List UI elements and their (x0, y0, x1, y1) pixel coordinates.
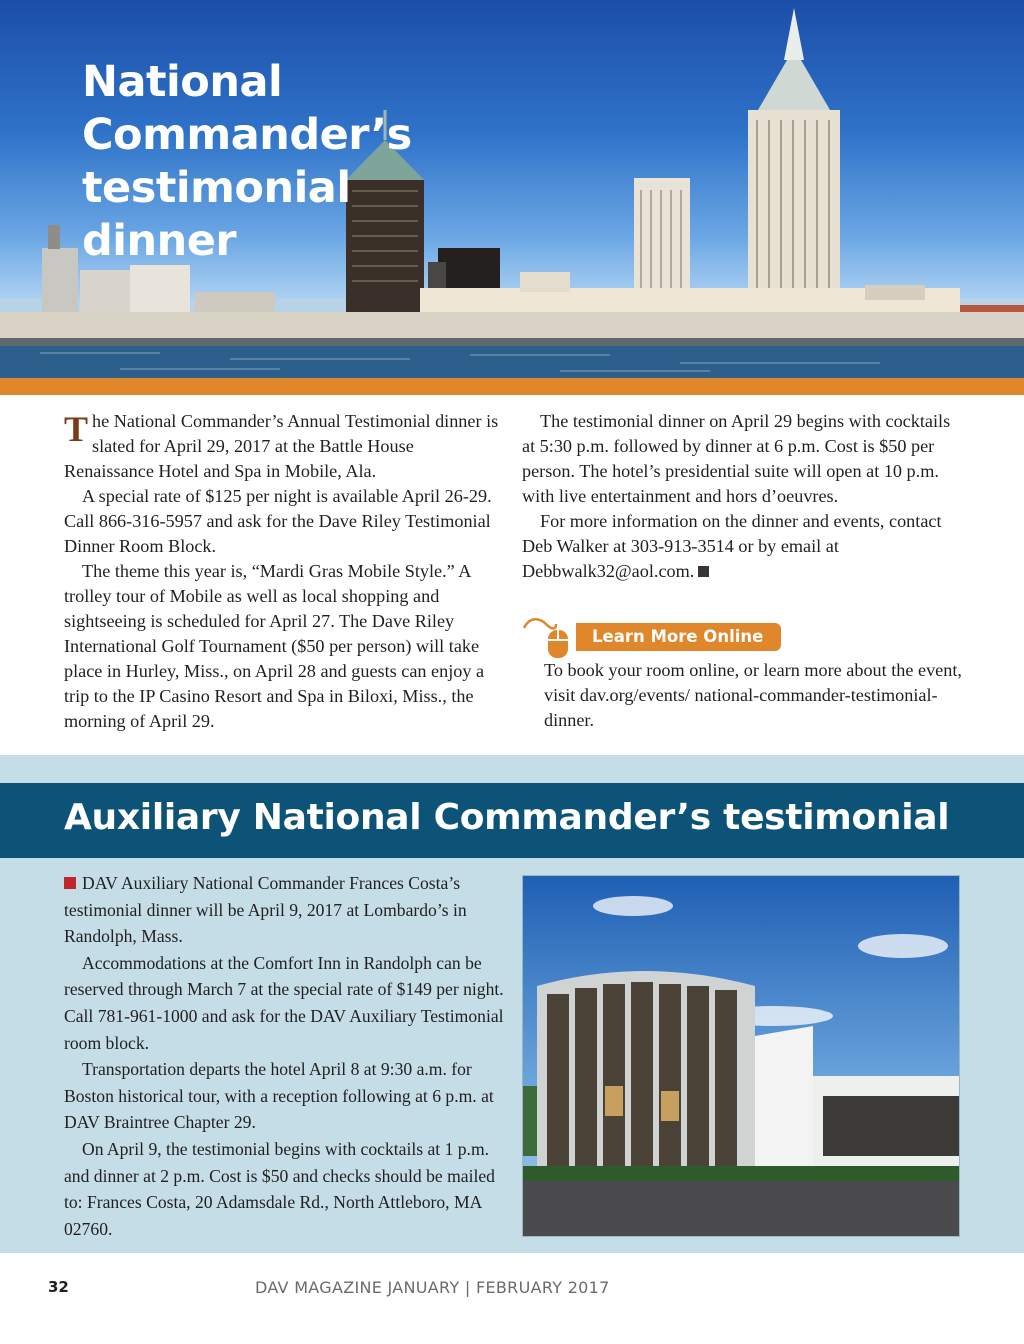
article-paragraph: For more information on the dinner and events, contact Deb Walker at 303-913-3514 or by email at Debbwalk32@aol.com. (522, 511, 942, 581)
page-title: National Commander’s testimonial dinner (82, 57, 412, 266)
restaurant-building-photo (522, 875, 960, 1237)
article-column-right (522, 409, 962, 584)
accent-band (0, 378, 1024, 395)
auxiliary-paragraph: DAV Auxiliary National Commander Frances Costa’s testimonial dinner will be April 9, 2017 at Lombardo’s in Randolph, Mass. (64, 873, 467, 947)
article-paragraph: The testimonial dinner on April 29 begins with cocktails at 5:30 p.m. followed by dinner at 6 p.m. Cost is $50 per person. The hotel’s presidential suite will open at 10 p.m. with live entertainment and hors d’oeuvres. (522, 411, 951, 506)
drop-cap: T (64, 409, 89, 449)
article-paragraph: The National Commander’s Annual Testimonial dinner is slated for April 29, 2017 at the Battle House Renaissance Hotel and Spa in Mobile, Ala. (64, 409, 499, 481)
auxiliary-paragraph: On April 9, the testimonial begins with cocktails at 1 p.m. and dinner at 2 p.m. Cost is $50 and checks should be mailed to: Frances Costa, 20 Adamsdale Rd., North Attleboro, MA 02760. (64, 1138, 495, 1239)
learn-more-text: To book your room online, or learn more about the event, visit dav.org/events/ national-commander-testimonial-dinner. (544, 660, 962, 730)
building-illustration (523, 876, 960, 1237)
hero-skyline-image (0, 0, 1024, 380)
auxiliary-paragraph: Accommodations at the Comfort Inn in Randolph can be reserved through March 7 at the special rate of $149 per night. Call 781-961-1000 and ask for the DAV Auxiliary Testimonial room block. (64, 952, 504, 1053)
learn-more-online[interactable] (522, 614, 772, 658)
magazine-footer: DAV MAGAZINE JANUARY | FEBRUARY 2017 (255, 1278, 610, 1297)
end-mark-icon (698, 566, 709, 577)
bullet-square-icon (64, 877, 76, 889)
article-paragraph: A special rate of $125 per night is available April 26-29. Call 866-316-5957 and ask for the Dave Riley Testimonial Dinner Room Block. (64, 486, 492, 556)
auxiliary-paragraph: Transportation departs the hotel April 8 at 9:30 a.m. for Boston historical tour, with a reception following at 6 p.m. at DAV Braintree Chapter 29. (64, 1059, 494, 1133)
learn-more-button[interactable]: Learn More Online (576, 623, 781, 651)
page-number: 32 (48, 1278, 69, 1296)
mouse-icon (522, 614, 572, 658)
auxiliary-title: Auxiliary National Commander’s testimonial (64, 797, 950, 838)
article-column-left (64, 409, 502, 734)
auxiliary-column (64, 870, 508, 1242)
article-paragraph: The theme this year is, “Mardi Gras Mobile Style.” A trolley tour of Mobile as well as local shopping and sightseeing is scheduled for April 27. The Dave Riley International Golf Tournament ($50 per person) will take place in Hurley, Miss., on April 28 and guests can enjoy a trip to the IP Casino Resort and Spa in Biloxi, Miss., the morning of April 29. (64, 561, 485, 731)
